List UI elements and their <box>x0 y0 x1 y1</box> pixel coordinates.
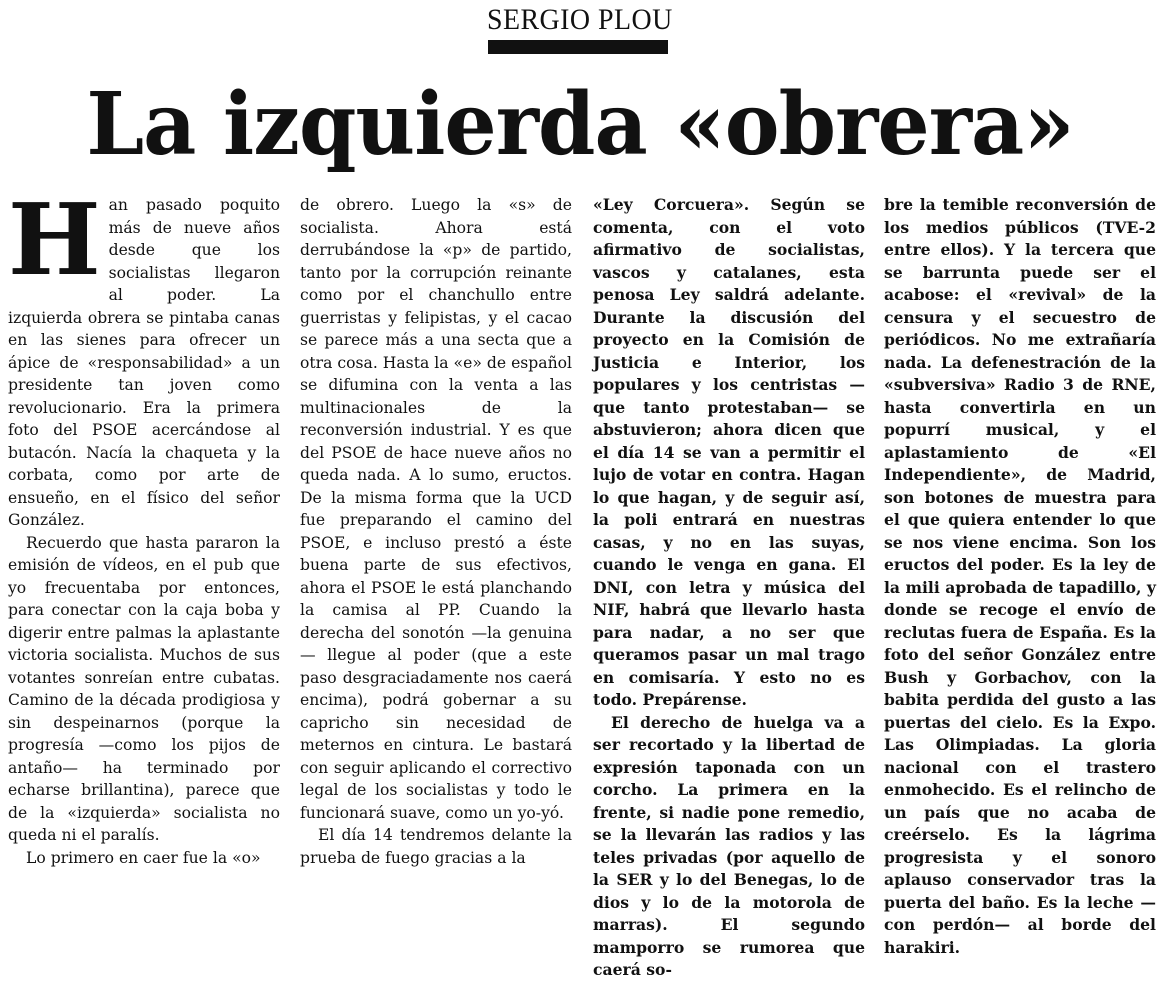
byline-rule <box>488 40 668 54</box>
author-byline: SERGIO PLOU <box>487 3 673 36</box>
text-column-4 <box>884 194 1156 957</box>
text-column-2 <box>300 194 572 867</box>
article-headline: La izquierda «obrera» <box>86 74 1074 175</box>
byline-container <box>0 4 1160 36</box>
paragraph: Lo primero en caer fue la «o» <box>26 848 261 867</box>
paragraph: «Ley Corcuera». Según se comenta, con el voto afirmativo de socialistas, vascos y catalanes, esta penosa Ley saldrá adelante. Durante la discusión del proyecto en la Comisión de Justicia e Interior, los populares y los centristas —que tanto protestaban— se abstuvieron; ahora dicen que el día 14 se van a permitir el lujo de votar en contra. Hagan lo que hagan, y de seguir así, la poli entrará en nuestras casas, y no en las suyas, cuando le venga en gana. El DNI, con letra y música del NIF, habrá que llevarlo hasta para nadar, a no ser que queramos pasar un mal trago en comisaría. Y esto no es todo. Prepárense. <box>593 195 865 709</box>
paragraph: de obrero. Luego la «s» de socialista. Ahora está derrubándose la «p» de partido, tanto por la corrupción reinante como por el chanchullo entre guerristas y felipistas, y el cacao se parece más a una secta que a otra cosa. Hasta la «e» de español se difumina con la venta a las multinacionales de la reconversión industrial. Y es que del PSOE de hace nueve años no queda nada. A lo sumo, eructos. De la misma forma que la UCD fue preparando el camino del PSOE, e incluso prestó a éste buena parte de sus efectivos, ahora el PSOE le está planchando la camisa al PP. Cuando la derecha del sonotón —la genuina— llegue al poder (que a este paso desgraciadamente nos caerá encima), podrá gobernar a su capricho sin necesidad de meternos en cintura. Le bastará con seguir aplicando el correctivo legal de los socialistas y todo le funcionará suave, como un yo-yó. <box>300 196 572 822</box>
paragraph: Recuerdo que hasta pararon la emisión de vídeos, en el pub que yo frecuentaba por entonces, para conectar con la caja boba y digerir entre palmas la aplastante victoria socialista. Muchos de sus votantes sonreían entre cubatas. Camino de la década prodigiosa y sin despeinarnos (porque la progresía —como los pijos de antaño— ha terminado por echarse brillantina), parece que de la «izquierda» socialista no queda ni el paralís. <box>8 533 280 844</box>
paragraph-text: an pasado poquito más de nueve años desde que los socialistas llegaron al poder. La izquierda obrera se pintaba canas en las sienes para ofrecer un ápice de «responsabilidad» a un presidente tan joven como revolucionario. Era la primera foto del PSOE acercándose al butacón. Nacía la chaqueta y la corbata, como por arte de ensueño, en el físico del señor González. <box>8 196 280 529</box>
drop-cap: H <box>8 183 101 298</box>
text-column-3 <box>593 194 865 979</box>
paragraph: El derecho de huelga va a ser recortado y la libertad de expresión taponada con un corcho. La primera en la frente, si nadie pone remedio, se la llevarán las radios y las teles privadas (por aquello de la SER y lo del Benegas, lo de dios y lo de la motorola de marras). El segundo mamporro se rumorea que caerá so- <box>593 712 865 979</box>
article-body <box>8 183 1158 979</box>
paragraph: El día 14 tendremos delante la prueba de fuego gracias a la <box>300 826 572 867</box>
paragraph: bre la temible reconversión de los medios públicos (TVE-2 entre ellos). Y la tercera que se barrunta puede ser el acabose: el «revival» de la censura y el secuestro de periódicos. No me extrañaría nada. La defenestración de la «subversiva» Radio 3 de RNE, hasta convertirla en un popurrí musical, y el aplastamiento de «El Independiente», de Madrid, son botones de muestra para el que quiera entender lo que se nos viene encima. Son los eructos del poder. Es la ley de la mili aprobada de tapadillo, y donde se recoge el envío de reclutas fuera de España. Es la foto del señor González entre Bush y Gorbachov, con la babita perdida del gusto a las puertas del cielo. Es la Expo. Las Olimpiadas. La gloria nacional con el trastero enmohecido. Es el relincho de un país que no acaba de creérselo. Es la lágrima progresista y el sonoro aplauso conservador tras la puerta del baño. Es la leche —con perdón— al borde del harakiri. <box>884 195 1156 957</box>
text-column-1 <box>8 183 280 867</box>
paragraph <box>8 183 280 532</box>
